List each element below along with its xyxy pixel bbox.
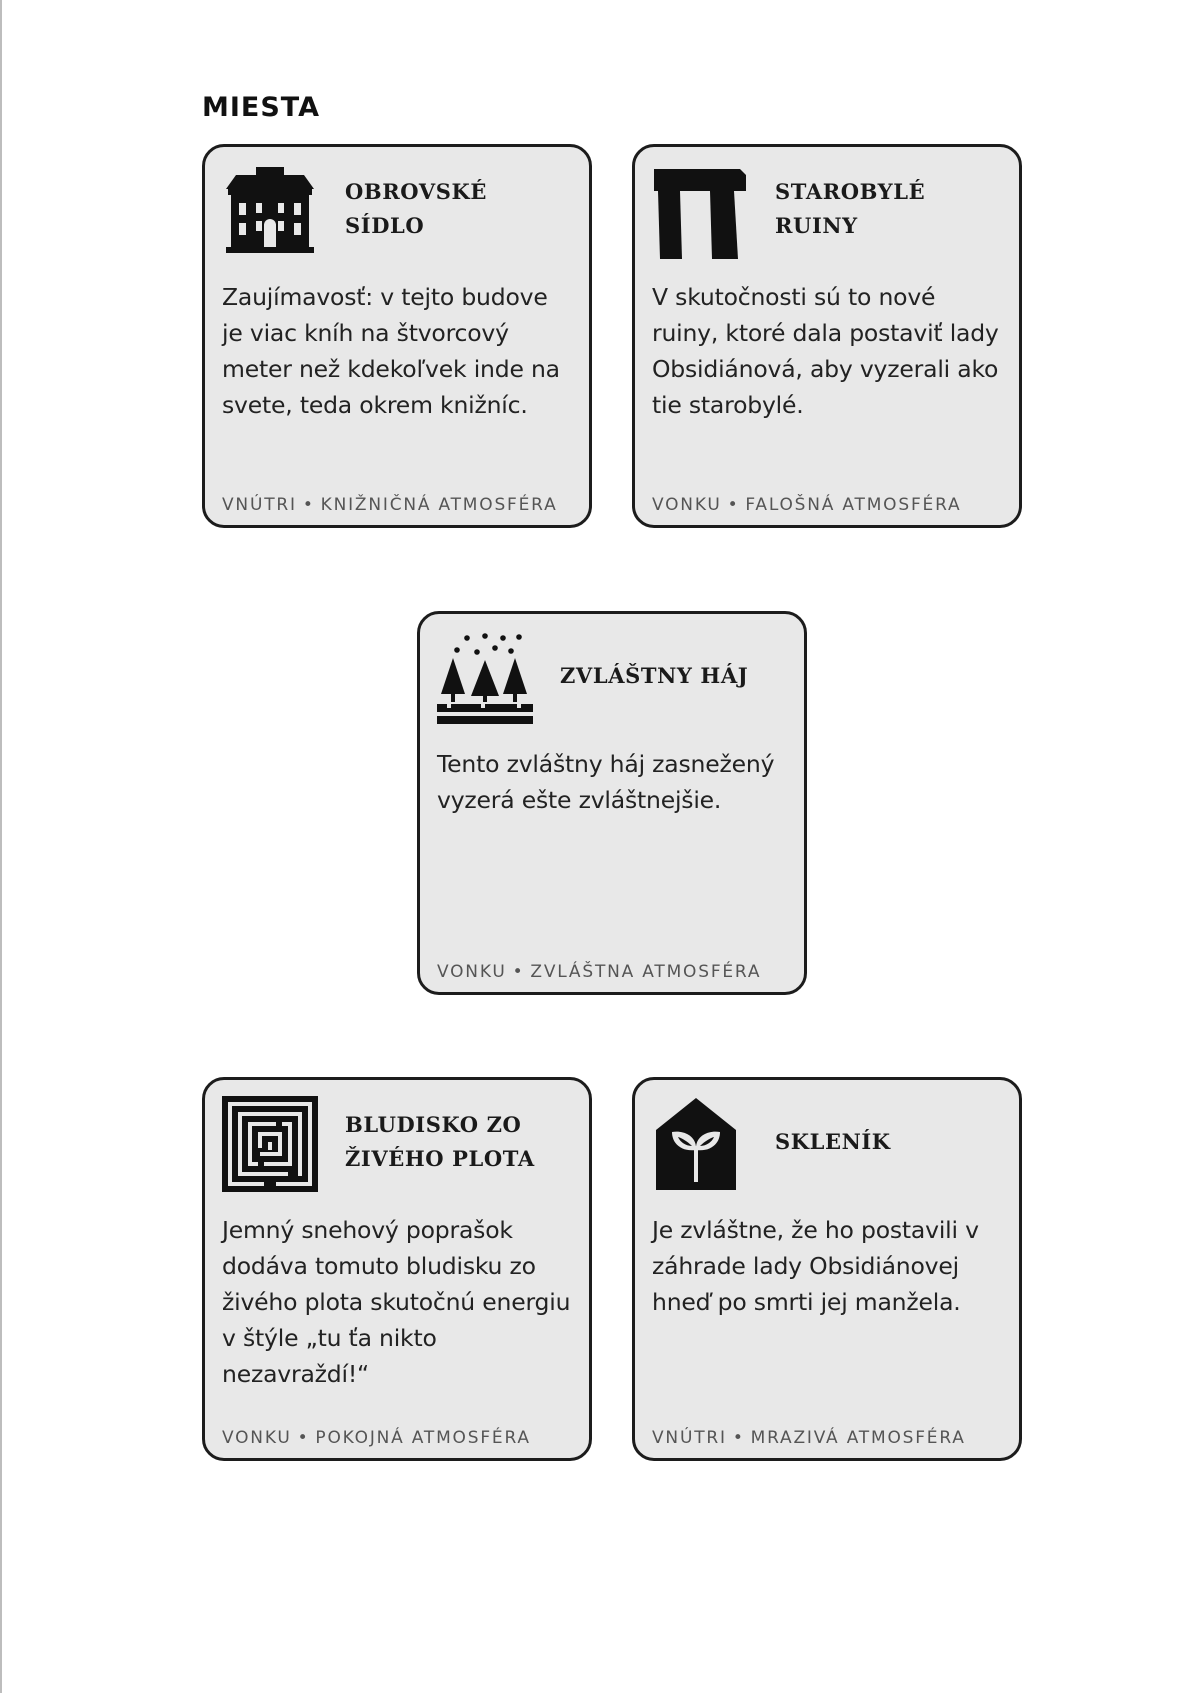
separator-dot: • [727, 495, 740, 515]
location-card-maze [202, 1077, 592, 1461]
card-description: Zaujímavosť: v tejto budove je viac kníh na štvorcový meter než kdekoľvek inde na svete, teda okrem knižníc. [222, 283, 560, 419]
card-atmosphere: KNIŽNIČNÁ ATMOSFÉRA [320, 495, 558, 515]
location-card-ruins [632, 144, 1022, 528]
card-title: OBROVSKÉ SÍDLO [345, 179, 487, 238]
separator-dot: • [512, 962, 525, 982]
card-location: VONKU [652, 495, 722, 515]
card-location: VONKU [437, 962, 507, 982]
card-title: ZVLÁŠTNY HÁJ [560, 663, 749, 688]
card-description: V skutočnosti sú to nové ruiny, ktoré dala postaviť lady Obsidiánová, aby vyzerali ako tie starobylé. [652, 283, 999, 419]
card-atmosphere: FALOŠNÁ ATMOSFÉRA [745, 495, 962, 515]
page-edge [0, 0, 2, 1693]
card-footer [222, 1428, 579, 1448]
greenhouse-icon [652, 1096, 748, 1192]
card-title: SKLENÍK [775, 1129, 891, 1154]
location-card-greenhouse [632, 1077, 1022, 1461]
card-atmosphere: POKOJNÁ ATMOSFÉRA [315, 1428, 531, 1448]
separator-dot: • [732, 1428, 745, 1448]
card-footer [652, 1428, 1009, 1448]
mansion-icon [222, 163, 318, 259]
snowy-grove-icon [437, 630, 533, 726]
card-title: BLUDISKO ZO ŽIVÉHO PLOTA [345, 1112, 535, 1171]
separator-dot: • [302, 495, 315, 515]
card-description: Je zvláštne, že ho postavili v záhrade lady Obsidiánovej hneď po smrti jej manžela. [652, 1216, 979, 1316]
card-description: Tento zvláštny háj zasnežený vyzerá ešte zvláštnejšie. [437, 750, 775, 814]
card-footer [222, 495, 579, 515]
card-title: STAROBYLÉ RUINY [775, 179, 926, 238]
card-atmosphere: MRAZIVÁ ATMOSFÉRA [750, 1428, 966, 1448]
card-atmosphere: ZVLÁŠTNA ATMOSFÉRA [530, 962, 762, 982]
card-location: VNÚTRI [222, 495, 297, 515]
card-location: VNÚTRI [652, 1428, 727, 1448]
location-card-grove [417, 611, 807, 995]
ruins-icon [652, 163, 748, 259]
card-footer [652, 495, 1009, 515]
card-footer [437, 962, 794, 982]
card-description: Jemný snehový poprašok dodáva tomuto bludisku zo živého plota skutočnú energiu v štýle „tu ťa nikto nezavraždí!“ [222, 1216, 571, 1388]
maze-icon [222, 1096, 318, 1192]
section-heading: MIESTA [202, 92, 321, 123]
location-card-mansion [202, 144, 592, 528]
separator-dot: • [297, 1428, 310, 1448]
card-location: VONKU [222, 1428, 292, 1448]
